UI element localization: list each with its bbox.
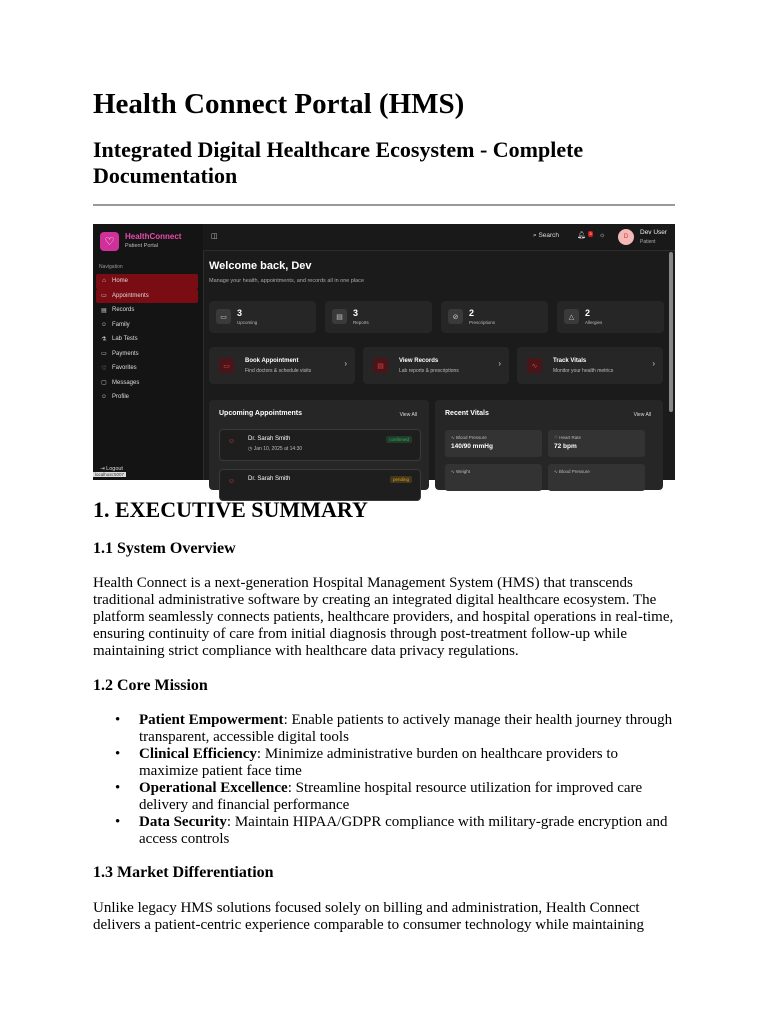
list-item [93,814,675,848]
stat-label: Upcoming [237,320,258,325]
vital-label [451,435,487,441]
sidebar-item-label: Records [112,307,135,314]
alert-icon: △ [564,309,579,324]
sidebar-item-label: Favorites [112,365,137,372]
appointment-item[interactable] [219,429,421,461]
vital-label-text: Blood Pressure [456,435,487,440]
view-records-card[interactable] [363,347,509,384]
action-subtitle: Lab reports & prescriptions [399,368,459,374]
vital-value: 72 bpm [554,443,577,450]
view-all-appointments-link[interactable]: View All [399,412,417,418]
subsection-heading: 1.3 Market Differentiation [93,864,274,881]
stat-card [441,301,548,333]
subsection-heading: 1.2 Core Mission [93,677,208,694]
document-title: Health Connect Portal (HMS) [93,88,465,120]
activity-icon: ∿ [554,469,560,474]
chevron-right-icon: › [344,359,347,368]
brand-subtitle: Patient Portal [125,243,159,249]
sidebar-item-appointments[interactable] [96,289,198,304]
status-badge: confirmed [386,436,412,443]
stat-card [325,301,432,333]
stat-value: 2 [469,308,475,318]
users-icon: ☺ [100,321,108,328]
avatar[interactable]: D [618,229,634,245]
welcome-heading: Welcome back, Dev [209,260,312,272]
doctor-name: Dr. Sarah Smith [248,476,291,482]
search-label: Search [538,232,560,239]
search-button[interactable] [533,232,559,240]
chevron-right-icon: › [498,359,501,368]
action-title: View Records [399,358,439,364]
status-url: localhost:5007 [95,472,125,477]
message-icon: ▢ [101,380,107,387]
theme-toggle-icon[interactable]: ☼ [599,232,606,239]
logout-label: Logout [106,466,123,472]
sidebar-item-messages[interactable] [96,376,198,391]
vital-card [445,430,542,457]
sidebar-item-profile[interactable] [96,390,198,405]
sidebar-item-label: Home [112,278,129,285]
stat-card [557,301,664,333]
sidebar-item-label: Payments [112,350,139,357]
app-screenshot [93,224,675,485]
stat-label: Prescriptions [469,320,496,325]
vital-value: 140/90 mmHg [451,443,493,450]
sidebar-item-payments[interactable] [96,347,198,362]
stat-value: 3 [353,308,359,318]
document-subtitle: Integrated Digital Healthcare Ecosystem - Complete Documentation [93,137,584,188]
vital-label [451,469,470,475]
vital-label-text: Blood Pressure [559,469,590,474]
brand-name: HealthConnect [125,232,182,241]
list-item-text: : Minimize administrative burden on healthcare providers to maximize patient face time [139,746,619,779]
document-icon: ▤ [332,309,347,324]
list-item-term: Clinical Efficiency [139,746,257,762]
dashboard-main [203,251,665,485]
document-icon: ▤ [373,358,388,373]
sidebar-item-label: Profile [112,394,130,401]
list-item-text: : Streamline hospital resource utilization for improved care delivery and financial performance [139,780,643,813]
stat-value: 3 [237,308,243,318]
list-item [93,746,675,780]
doctor-icon: ☺ [228,438,236,445]
search-icon: ⌕ [533,232,537,239]
recent-vitals-panel [435,400,663,490]
welcome-subtitle: Manage your health, appointments, and records all in one place [209,278,365,284]
list-item-term: Data Security [139,814,227,830]
heart-logo-icon: ♡ [100,232,119,251]
list-item-term: Operational Excellence [139,780,288,796]
topbar [203,224,675,251]
nav-heading: Navigation [99,264,123,270]
sidebar-item-label: Lab Tests [112,336,138,343]
stat-card [209,301,316,333]
doctor-name: Dr. Sarah Smith [248,436,291,442]
vital-card [548,464,645,491]
card-icon: ▭ [101,351,107,358]
list-item [93,780,675,814]
heart-icon: ♡ [554,435,560,440]
list-item-text: : Enable patients to actively manage their health journey through transparent, accessible digital tools [139,712,673,745]
divider [93,204,675,206]
vital-label [554,469,590,475]
logout-button[interactable]: ⇥ Logout [100,466,123,472]
clock-icon: ◷ [248,446,254,452]
panel-title: Recent Vitals [445,410,489,417]
activity-icon: ∿ [451,469,457,474]
document-icon: ▤ [101,307,107,314]
stat-value: 2 [585,308,591,318]
sidebar [93,224,204,480]
chevron-right-icon: › [652,359,655,368]
vital-label-text: Weight [456,469,470,474]
appointment-date [248,446,302,452]
sidebar-item-label: Appointments [112,292,149,299]
stat-label: Allergies [585,320,603,325]
list-item-term: Patient Empowerment [139,712,284,728]
sidebar-item-lab-tests[interactable] [96,332,198,347]
list-item [93,712,675,746]
vital-label-text: Heart Rate [559,435,582,440]
section-heading: 1. EXECUTIVE SUMMARY [93,497,368,522]
upcoming-appointments-panel [209,400,429,490]
appointment-date-text: Jan 10, 2025 at 14:30 [253,446,303,452]
activity-icon: ∿ [527,358,542,373]
sidebar-item-family[interactable] [96,318,198,333]
sidebar-item-favorites[interactable] [96,361,198,376]
sidebar-item-home[interactable] [96,274,198,289]
flask-icon: ⚗ [101,336,107,343]
calendar-icon: ▭ [219,358,234,373]
bell-icon[interactable]: 🔔︎ [577,232,586,239]
sidebar-nav [96,274,198,405]
sidebar-item-label: Family [112,321,130,328]
action-title: Book Appointment [245,358,299,364]
heart-icon: ♡ [101,365,107,372]
book-appointment-card[interactable] [209,347,355,384]
calendar-icon: ▭ [216,309,231,324]
action-subtitle: Monitor your health metrics [553,368,614,374]
vital-card [548,430,645,457]
paragraph: Unlike legacy HMS solutions focused solely on billing and administration, Health Connect delivers a patient-centric experience comparable to consumer technology while maintaining [93,900,645,933]
sidebar-item-records[interactable] [96,303,198,318]
activity-icon: ∿ [451,435,457,440]
list-item-text: : Maintain HIPAA/GDPR compliance with military-grade encryption and access controls [139,814,668,847]
sidebar-toggle-icon[interactable]: ◫ [211,233,218,240]
stat-label: Reports [353,320,369,325]
panel-title: Upcoming Appointments [219,410,302,417]
view-all-vitals-link[interactable]: View All [633,412,651,418]
doctor-icon: ☺ [228,478,236,485]
action-subtitle: Find doctors & schedule visits [245,368,312,374]
mission-list [93,712,675,848]
subsection-heading: 1.1 System Overview [93,540,236,557]
status-badge: pending [390,476,412,483]
vital-label [554,435,581,441]
calendar-icon: ▭ [101,293,107,300]
user-name: Dev User [640,229,668,236]
brand[interactable] [99,231,199,253]
pill-icon: ⊘ [448,309,463,324]
vital-card [445,464,542,491]
paragraph: Health Connect is a next-generation Hospital Management System (HMS) that transcends traditional administrative software by creating an integrated digital healthcare ecosystem. The platform seamlessly connects patients, healthcare providers, and hospital operations in real-time, ensuring continuity of care from initial diagnosis through post-treatment follow-up while maintaining strict compliance with healthcare data privacy regulations. [93,575,674,659]
home-icon: ⌂ [102,278,106,285]
sidebar-item-label: Messages [112,379,140,386]
user-icon: ☺ [100,394,108,401]
track-vitals-card[interactable] [517,347,663,384]
action-title: Track Vitals [553,358,587,364]
notification-badge: 3 [589,231,592,236]
scrollbar[interactable] [669,252,673,412]
user-role: Patient [640,239,656,245]
